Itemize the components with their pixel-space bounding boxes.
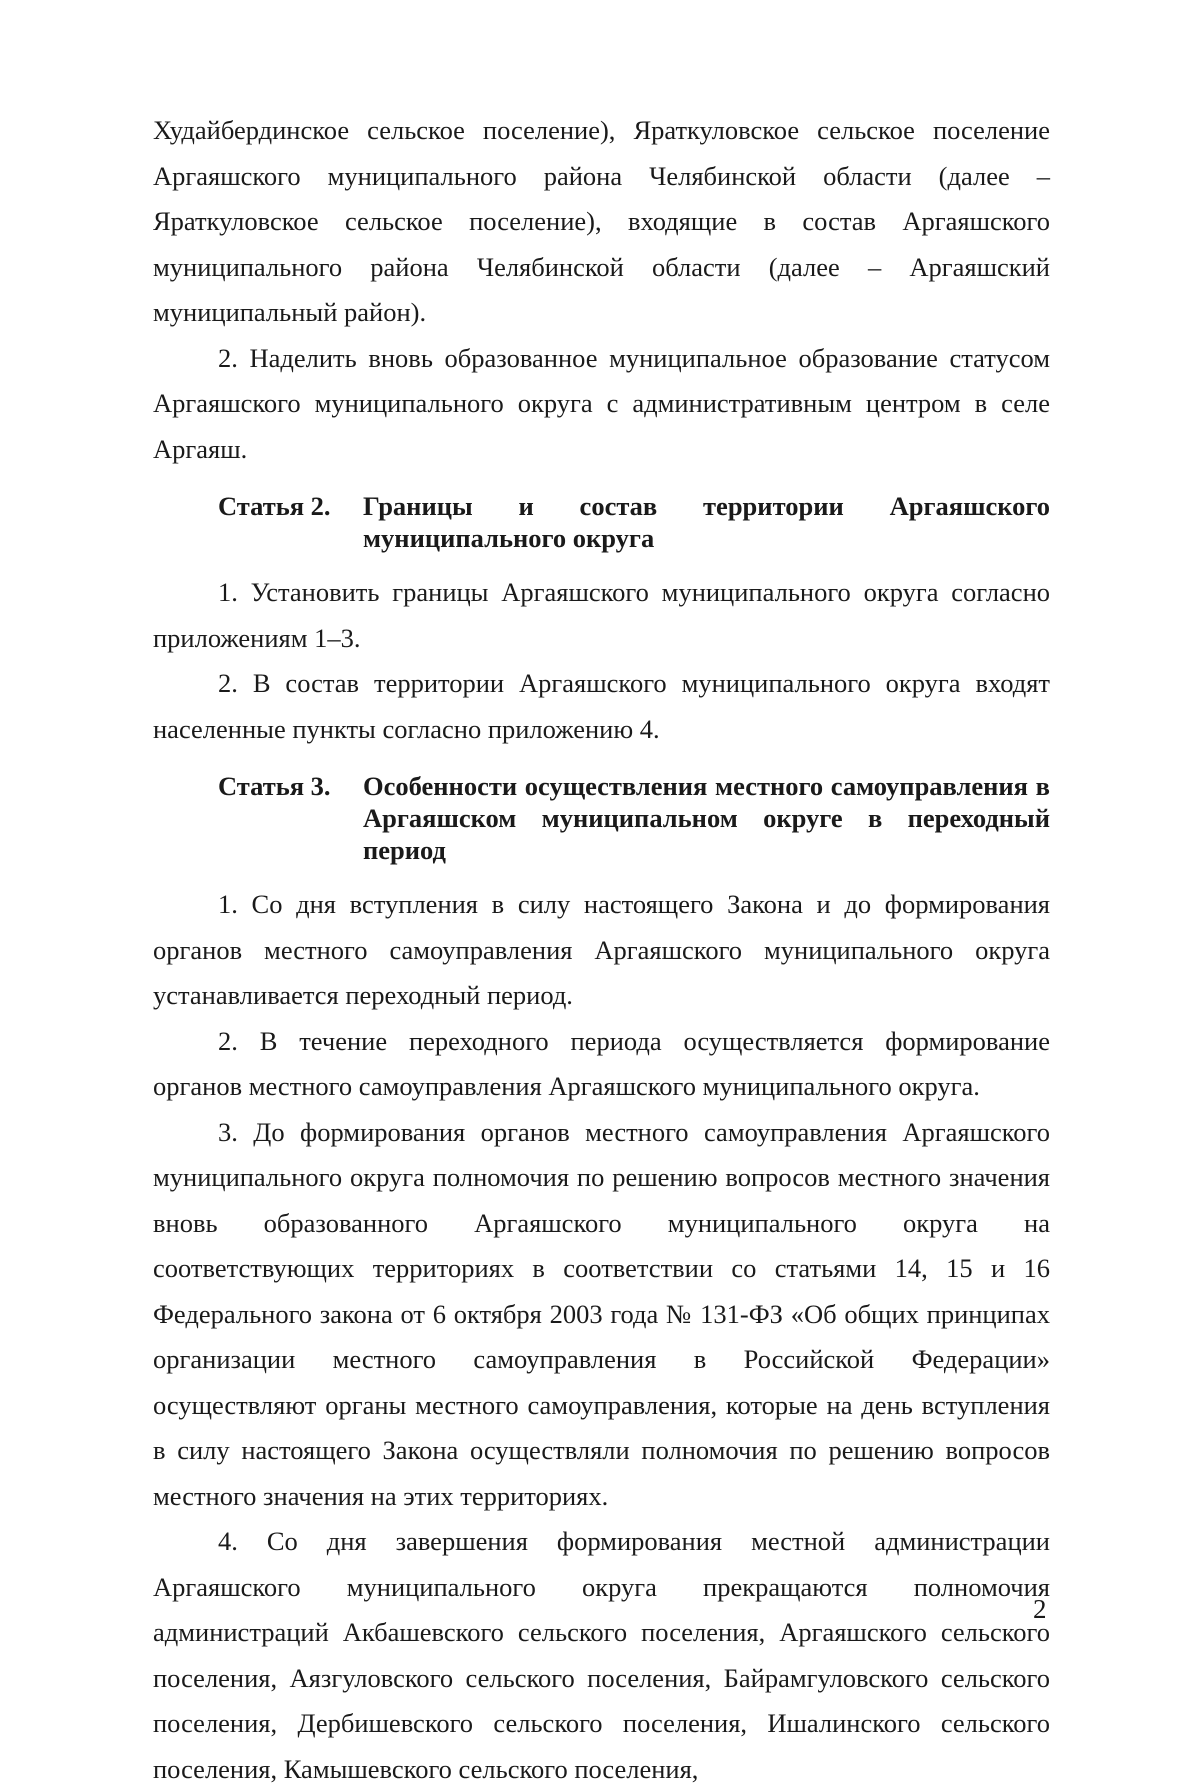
document-page xyxy=(153,108,1050,1792)
intro-paragraph: Худайбердинское сельское поселение), Яраткуловское сельское поселение Аргаяшского муниципального района Челябинской области (далее – Яраткуловское сельское поселение), входящие в состав Аргаяшского муниципального района Челябинской области (далее – Аргаяшский муниципальный район). xyxy=(153,115,1050,327)
article1-item-2: 2. Наделить вновь образованное муниципальное образование статусом Аргаяшского муниципального округа с административным центром в селе Аргаяш. xyxy=(153,342,1050,464)
article-3-item-4: 4. Со дня завершения формирования местной администрации Аргаяшского муниципального округа прекращаются полномочия администраций Акбашевского сельского поселения, Аргаяшского сельского поселения, Аязгуловского сельского поселения, Байрамгуловского сельского поселения, Дербишевского сельского поселения, Ишалинского сельского поселения, Камышевского сельского поселения, xyxy=(153,1526,1050,1784)
article-3-title: Особенности осуществления местного самоуправления в Аргаяшском муниципальном округе в переходный период xyxy=(363,771,1050,865)
article-3-item-2: 2. В течение переходного периода осуществляется формирование органов местного самоуправления Аргаяшского муниципального округа. xyxy=(153,1025,1050,1101)
article-2-number: Статья 2. xyxy=(218,491,331,521)
article-2-item-2: 2. В состав территории Аргаяшского муниципального округа входят населенные пункты согласно приложению 4. xyxy=(153,668,1050,744)
article-2-heading xyxy=(153,490,1050,554)
article-3-heading xyxy=(153,770,1050,866)
article-3-number: Статья 3. xyxy=(218,771,331,801)
article-3-item-3: 3. До формирования органов местного самоуправления Аргаяшского муниципального округа полномочия по решению вопросов местного значения вновь образованного Аргаяшского муниципального округа на соответствующих территориях в соответствии со статьями 14, 15 и 16 Федерального закона от 6 октября 2003 года № 131-ФЗ «Об общих принципах организации местного самоуправления в Российской Федерации» осуществляют органы местного самоуправления, которые на день вступления в силу настоящего Закона осуществляли полномочия по решению вопросов местного значения на этих территориях. xyxy=(153,1116,1050,1511)
article-3-item-1: 1. Со дня вступления в силу настоящего Закона и до формирования органов местного самоуправления Аргаяшского муниципального округа устанавливается переходный период. xyxy=(153,889,1050,1010)
article-2-item-1: 1. Установить границы Аргаяшского муниципального округа согласно приложениям 1–3. xyxy=(153,577,1050,653)
page-number: 2 xyxy=(1033,1594,1047,1624)
article-2-title: Границы и состав территории Аргаяшского муниципального округа xyxy=(363,491,1050,553)
